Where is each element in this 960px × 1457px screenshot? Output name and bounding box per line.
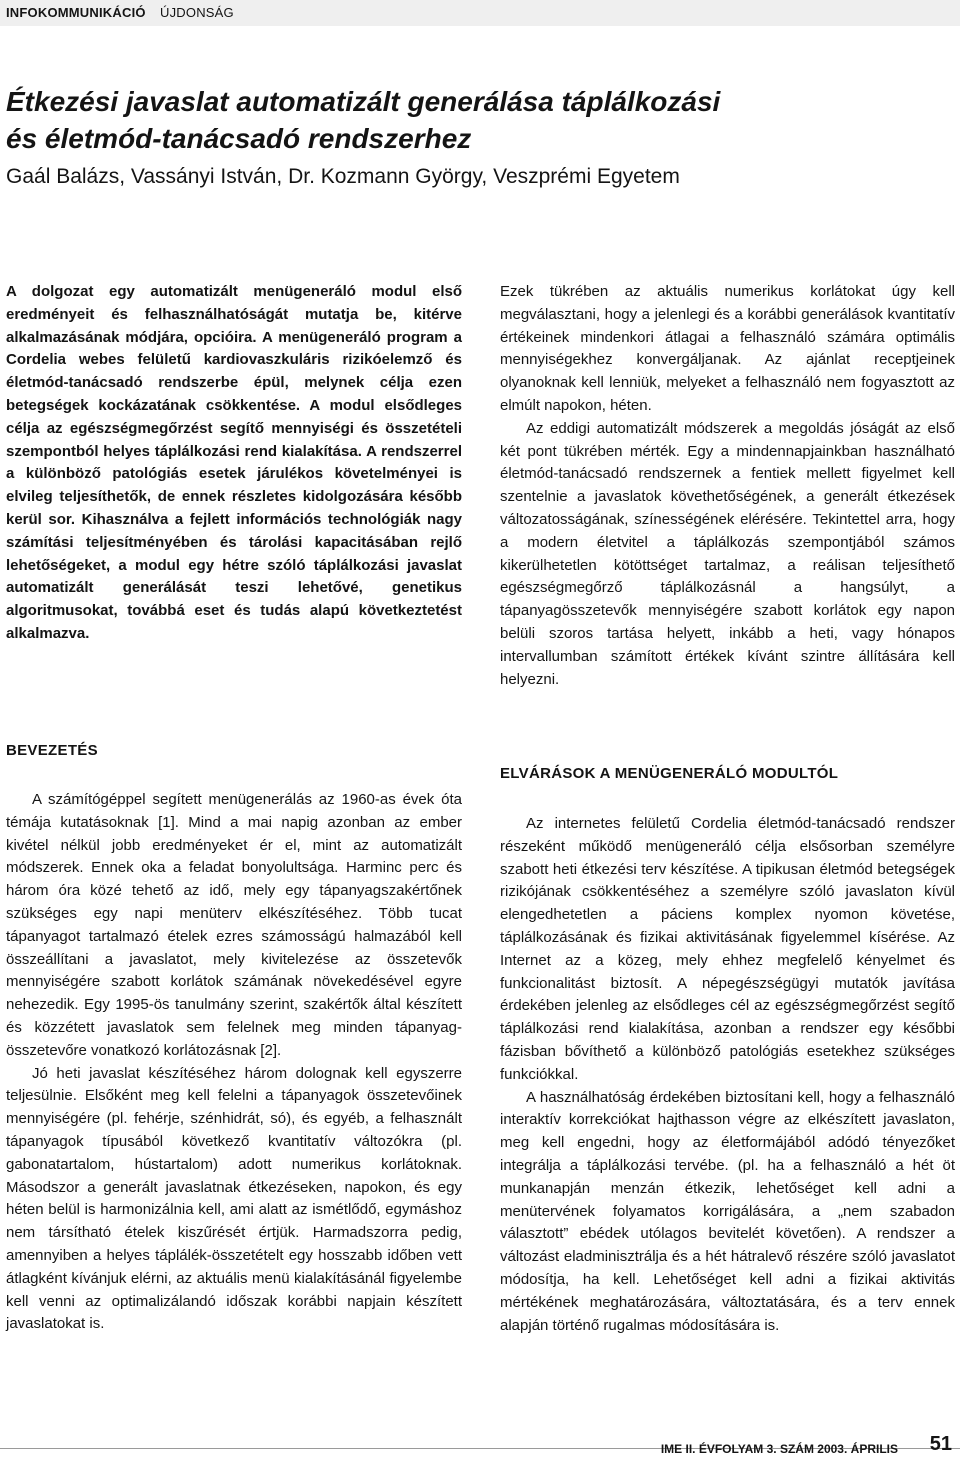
subsection-label: ÚJDONSÁG (160, 5, 234, 20)
journal-info: IME II. ÉVFOLYAM 3. SZÁM 2003. ÁPRILIS (660, 1442, 898, 1456)
requirements-heading: ELVÁRÁSOK A MENÜGENERÁLÓ MODULTÓL (500, 765, 839, 782)
right-column-bottom (500, 813, 955, 1337)
right-paragraph-2: Az eddigi automatizált módszerek a megoldás jóságát az első két pont tükrében mérték. Egy a mindennapjainkban használható életmód-tanácsadó rendszernek a fentiek mellett figyelmet kell szentelnie a javaslatok követhetőségének, a generált étkezések változatosságának, színességének elérésére. Tekintettel arra, hogy a modern életvitel a táplálkozás szempontjából számos kikerülhetetlen kötöttséget tartalmaz, a reálisan teljesíthető egészségmegőrző táplálkozásnál a hangsúlyt, a tápanyagösszetevők mennyiségére szabott korlátok egy napon belüli szoros tartása helyett, inkább a heti, vagy hónapos intervallumban számított értékek kívánt szintre állítására kell helyezni. (500, 419, 955, 688)
right-paragraph-3: Az internetes felületű Cordelia életmód-tanácsadó rendszer részeként működő menügeneráló célja elsősorban személyre szabott heti étkezési terv készítése. A tipikusan életmód betegségek rizikójának csökkentéséhez a személyre szóló javaslaton kívül elengedhetetlen a páciens komplex nyomon követése, táplálkozásának és fizikai aktivitásának figyelemmel kísérése. Az Internet az a közeg, mely ehhez megfelelő kényelmet és funkcionalitást biztosít. A népegészségügyi mutatók javítása érdekében jelenleg az elsődleges cél az egészségmegőrzést segítő táplálkozási rend kialakítása, azonban a rendszer egy későbbi fázisban bővíthető a különböző patológiás esetekhez szükséges funkciókkal. (500, 815, 955, 1083)
intro-heading: BEVEZETÉS (6, 742, 98, 759)
article-title-line2: és életmód-tanácsadó rendszerhez (6, 123, 472, 154)
intro-column (6, 789, 462, 1336)
section-header-bar (0, 0, 960, 26)
article-title (6, 83, 946, 157)
right-paragraph-1: Ezek tükrében az aktuális numerikus korlátokat úgy kell megválasztani, hogy a jelenlegi és a korábbi generálások kvantitatív értékeinek mindenkori átlagai a felhasználó számára optimális mennyiségekhez konvergáljanak. Az ajánlat receptjeinek olyanoknak kell lenniük, melyeket a felhasználó nem fogyasztott az elmúlt napokon, héten. (500, 283, 955, 414)
abstract-column (6, 281, 462, 646)
right-paragraph-4: A használhatóság érdekében biztosítani kell, hogy a felhasználó interaktív korrekciókat hajthasson végre az elkészített javaslaton, meg kell engedni, hogy az életformájából adódó tényezőket integrálja a táplálkozási tervébe. (pl. ha a felhasználó a hét öt munkanapján menzán étkezik, lehetőséget kell adni a menütervének folyamatos korrigálására, a „nem szabadon választott” ebédek utólagos bevitelét követően). A rendszer a változást eladminisztrálja és a hét hátralevő részére szóló javaslatot módosítja, ha kell. Lehetőséget kell adni a fizikai aktivitás mértékének meghatározására, változtatására, és a terv ennek alapján történő rugalmas módosítására is. (500, 1088, 955, 1334)
article-authors: Gaál Balázs, Vassányi István, Dr. Kozmann György, Veszprémi Egyetem (6, 165, 680, 188)
section-label: INFOKOMMUNIKÁCIÓ (6, 5, 146, 20)
intro-paragraph-1: A számítógéppel segített menügenerálás az 1960-as évek óta témája kutatásoknak [1]. Mind a mai napig azonban az ember kivétel nélkül jobb eredményeket ér el, mint az automatizált módszerek. Ennek oka a feladat bonyolultsága. Harminc perc és három óra közé tehető az idő, mely egy tápanyagszakértőnek szükséges egy napi menüterv elkészítéséhez. Több tucat tápanyagot tartalmazó ételek ezres számosságú halmazából kell összeállítani a javaslatot, mely kivitelezése az összetevők mennyiségére szabott korlátok számának növekedésével egyre nehezedik. Egy 1995-ös tanulmány szerint, szakértők által készített és közzétett javaslatok sem felelnek meg minden tápanyag-összetevőre vonatkozó korlátozásnak [2]. (6, 791, 462, 1059)
article-title-line1: Étkezési javaslat automatizált generálása táplálkozási (6, 86, 721, 117)
abstract-text: A dolgozat egy automatizált menügeneráló modul első eredményeit és felhasználhatóságát mutatja be, kitérve alkalmazásának módjára, opcióira. A menügeneráló program a Cordelia webes felületű kardiovaszkuláris rizikóelemző és életmód-tanácsadó rendszerbe épül, melynek célja ezen betegségek kockázatának csökkentése. A modul elsődleges célja az egészségmegőrzést segítő mennyiségi és összetételi szempontból helyes táplálkozási rend kialakítása. A rendszerrel a különböző patológiás esetek járulékos követelményei is elvileg teljesíthetők, de ennek részletes kidolgozására később kerül sor. Kihasználva a fejlett információs technológiák nagy számítási teljesítményében és tárolási kapacitásában rejlő lehetőségeket, a modul egy hétre szóló táplálkozási javaslat automatizált generálását teszi lehetővé, genetikus algoritmusokat, továbbá eset és tudás alapú következtetést alkalmazva. (6, 283, 462, 642)
intro-paragraph-2: Jó heti javaslat készítéséhez három dolognak kell egyszerre teljesülnie. Elsőként meg kell felelni a tápanyagok összetevőinek mennyiségére (pl. fehérje, szénhidrát, só), és egyéb, a felhasznált tápanyagok típusából következő kvantitatív változókra (pl. gabonatartalom, hústartalom) adott numerikus korlátoknak. Másodszor a generált javaslatnak étkezéseken, napokon, és egy héten belül is harmonizálnia kell, ami alatt az ismétlődő, egymáshoz nem társítható ételek kiszűrését értjük. Harmadszorra pedig, amennyiben a helyes táplálék-összetételt egy hosszabb időben vett átlagként kívánjuk elérni, az aktuális menü kialakításánál figyelembe kell venni az optimalizálandó időszak korábbi napjain készített javaslatokat is. (6, 1064, 462, 1333)
right-column-top (500, 281, 955, 691)
page-number: 51 (929, 1433, 952, 1455)
